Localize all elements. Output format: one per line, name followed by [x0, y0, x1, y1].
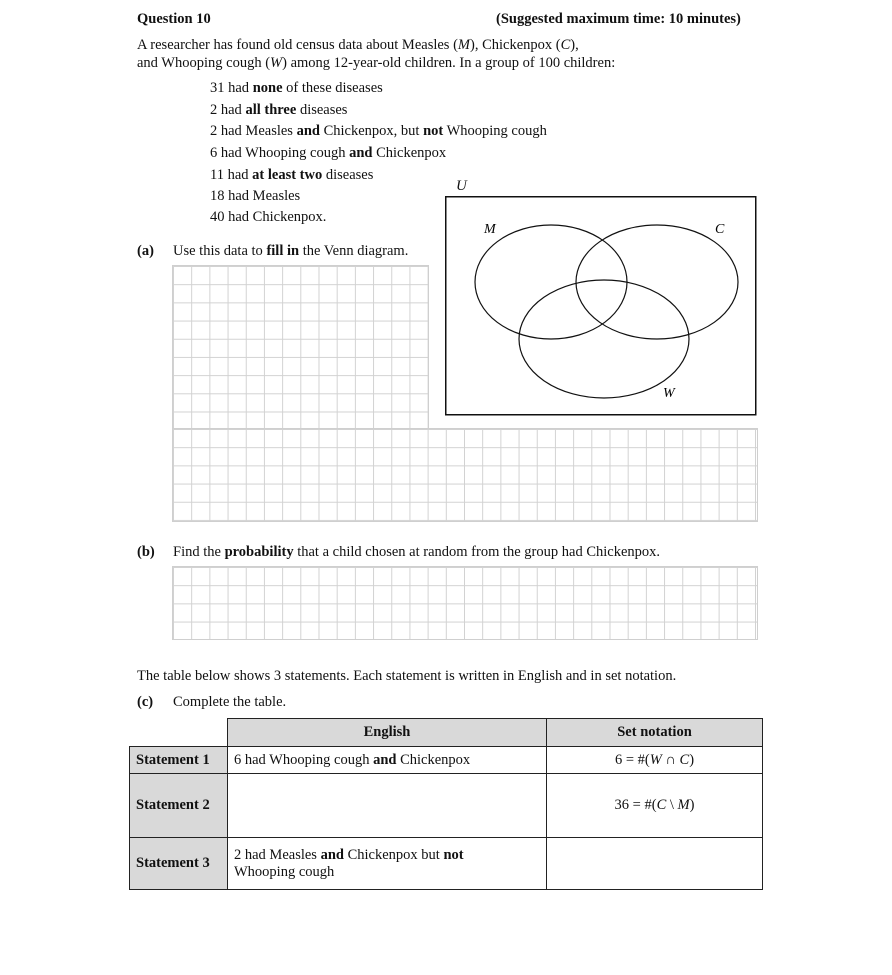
venn-diagram[interactable] [445, 196, 757, 416]
table-intro: The table below shows 3 statements. Each statement is written in English and in set notation. [137, 668, 677, 684]
fact-none: 31 had none of these diseases [210, 80, 383, 96]
part-a-label: (a) [137, 243, 154, 259]
part-c-label: (c) [137, 694, 154, 710]
row-label-statement-3: Statement 3 [130, 838, 228, 890]
intro-line-2: and Whooping cough (W) among 12-year-old children. In a group of 100 children: [137, 55, 616, 71]
intro-line-1: A researcher has found old census data about Measles (M), Chickenpox (C), [137, 37, 579, 53]
working-grid-a-bottom[interactable] [172, 428, 758, 522]
part-a-text: Use this data to fill in the Venn diagram. [173, 243, 409, 259]
statement-1-english: 6 had Whooping cough and Chickenpox [228, 747, 547, 774]
statement-1-set: 6 = #(W ∩ C) [547, 747, 763, 774]
fact-measles-chickenpox: 2 had Measles and Chickenpox, but not Whooping cough [210, 123, 547, 139]
question-title: Question 10 [137, 11, 211, 27]
row-label-statement-2: Statement 2 [130, 774, 228, 838]
fact-all-three: 2 had all three diseases [210, 102, 348, 118]
table-corner [130, 719, 228, 747]
venn-label-w: W [663, 386, 675, 401]
fact-chickenpox: 40 had Chickenpox. [210, 209, 327, 225]
statement-3-english: 2 had Measles and Chickenpox but not Whooping cough [228, 838, 547, 890]
statement-3-set-answer[interactable] [547, 838, 763, 890]
fact-measles: 18 had Measles [210, 188, 301, 204]
col-header-english: English [228, 719, 547, 747]
venn-label-m: M [484, 222, 496, 237]
part-c-text: Complete the table. [173, 694, 287, 710]
working-grid-a-left[interactable] [172, 265, 429, 430]
statement-2-english-answer[interactable] [228, 774, 547, 838]
fact-whooping-chickenpox: 6 had Whooping cough and Chickenpox [210, 145, 447, 161]
col-header-set-notation: Set notation [547, 719, 763, 747]
part-b-text: Find the probability that a child chosen at random from the group had Chickenpox. [173, 544, 661, 560]
venn-circle-m [475, 225, 627, 339]
statement-2-set: 36 = #(C \ M) [547, 774, 763, 838]
working-grid-b[interactable] [172, 566, 758, 640]
row-label-statement-1: Statement 1 [130, 747, 228, 774]
venn-universal-label: U [456, 178, 467, 194]
venn-label-c: C [715, 222, 725, 237]
statements-table [129, 718, 763, 890]
venn-circle-c [576, 225, 738, 339]
fact-at-least-two: 11 had at least two diseases [210, 167, 374, 183]
part-b-label: (b) [137, 544, 155, 560]
suggested-time: (Suggested maximum time: 10 minutes) [496, 11, 741, 27]
